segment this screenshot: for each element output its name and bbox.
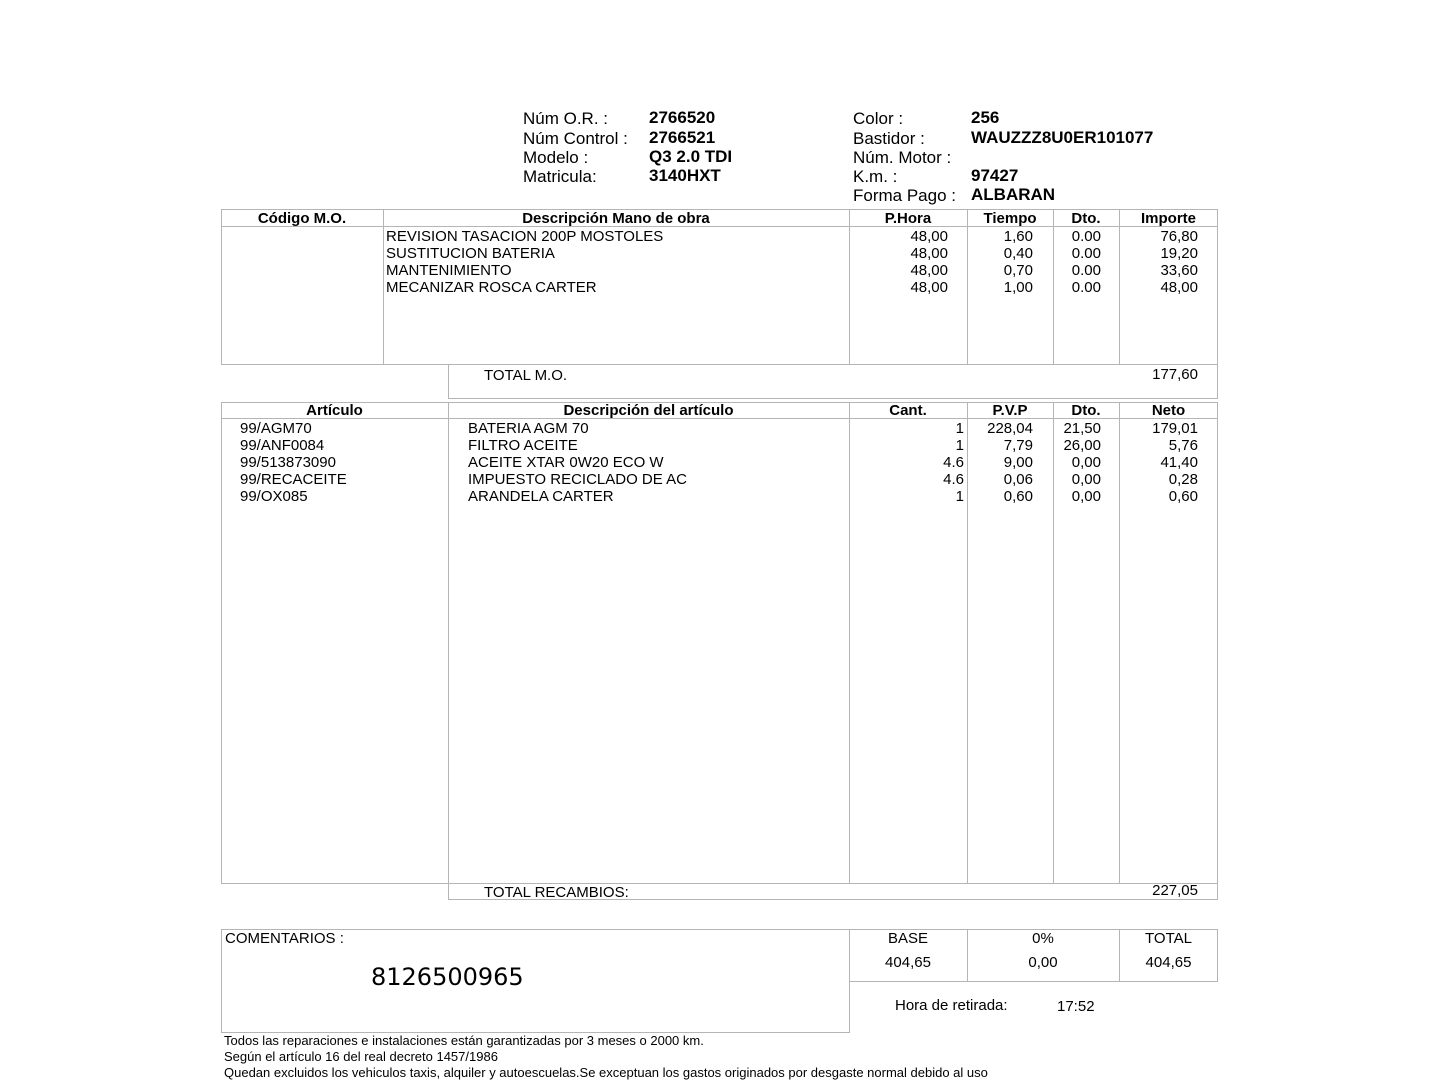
part-pvp: 7,79 [1003,437,1033,454]
labor-discount: 0.00 [1071,245,1101,262]
part-qty: 4.6 [943,471,964,488]
payment-label: Forma Pago : [853,186,956,205]
part-net: 5,76 [1168,437,1198,454]
part-desc: IMPUESTO RECICLADO DE AC [468,471,687,488]
comments-value: 8126500965 [371,963,524,991]
labor-time: 1,60 [1003,228,1033,245]
labor-amount: 19,20 [1160,245,1198,262]
part-code: 99/AGM70 [240,420,312,437]
labor-amount: 33,60 [1160,262,1198,279]
labor-col-divider [383,209,384,365]
footer-line: Todos las reparaciones e instalaciones están garantizadas por 3 meses o 2000 km. [224,1033,704,1048]
labor-time: 1,00 [1003,279,1033,296]
labor-desc: SUSTITUCION BATERIA [386,245,555,262]
tax-label: 0% [1032,930,1054,947]
labor-time: 0,70 [1003,262,1033,279]
labor-amount: 48,00 [1160,279,1198,296]
part-pvp: 228,04 [987,420,1033,437]
base-value: 404,65 [885,954,931,971]
control-number-value: 2766521 [649,128,716,147]
labor-discount: 0.00 [1071,262,1101,279]
part-discount: 0,00 [1071,454,1101,471]
part-discount: 0,00 [1071,471,1101,488]
labor-header-discount: Dto. [1071,210,1101,227]
parts-total-value: 227,05 [1152,882,1198,899]
labor-header-time: Tiempo [983,210,1037,227]
parts-header-code: Artículo [306,402,363,419]
part-discount: 26,00 [1063,437,1101,454]
part-net: 179,01 [1152,420,1198,437]
pickup-label: Hora de retirada: [895,997,1008,1014]
part-code: 99/513873090 [240,454,336,471]
part-pvp: 0,60 [1003,488,1033,505]
parts-header-desc: Descripción del artículo [563,402,734,419]
part-pvp: 9,00 [1003,454,1033,471]
parts-header-qty: Cant. [889,402,927,419]
labor-header-rate: P.Hora [884,210,932,227]
control-number-label: Núm Control : [523,129,628,148]
labor-discount: 0.00 [1071,279,1101,296]
pickup-value: 17:52 [1057,998,1095,1015]
parts-total-label: TOTAL RECAMBIOS: [484,884,629,901]
chassis-value: WAUZZZ8U0ER101077 [971,128,1154,147]
part-pvp: 0,06 [1003,471,1033,488]
labor-desc: MECANIZAR ROSCA CARTER [386,279,597,296]
parts-header-pvp: P.V.P [992,402,1028,419]
footer-line: Según el artículo 16 del real decreto 1457/1986 [224,1049,498,1064]
part-qty: 4.6 [943,454,964,471]
chassis-label: Bastidor : [853,129,925,148]
part-desc: ACEITE XTAR 0W20 ECO W [468,454,664,471]
part-net: 41,40 [1160,454,1198,471]
base-label: BASE [887,930,929,947]
labor-desc: REVISION TASACION 200P MOSTOLES [386,228,664,245]
part-code: 99/OX085 [240,488,308,505]
total-value: 404,65 [1145,954,1192,971]
km-value: 97427 [971,166,1019,185]
or-number-label: Núm O.R. : [523,109,609,128]
labor-header-amount: Importe [1140,210,1196,227]
parts-header-discount: Dto. [1071,402,1101,419]
labor-rate: 48,00 [910,279,948,296]
labor-amount: 76,80 [1160,228,1198,245]
part-net: 0,28 [1168,471,1198,488]
labor-header-code: Código M.O. [257,210,347,227]
parts-header-net: Neto [1151,402,1186,419]
total-label: TOTAL [1145,930,1192,947]
labor-header-desc: Descripción Mano de obra [522,210,710,227]
part-desc: ARANDELA CARTER [468,488,614,505]
plate-value: 3140HXT [649,166,721,185]
color-value: 256 [971,108,1000,127]
part-desc: FILTRO ACEITE [468,437,578,454]
model-value: Q3 2.0 TDI [649,147,733,166]
labor-total-label: TOTAL M.O. [484,367,568,384]
model-label: Modelo : [523,148,589,167]
part-qty: 1 [955,437,964,454]
labor-rate: 48,00 [910,262,948,279]
footer-line: Quedan excluidos los vehiculos taxis, alquiler y autoescuelas.Se exceptuan los gastos originados por desgaste normal debido al uso [224,1065,988,1080]
parts-col-divider [448,402,449,884]
color-label: Color : [853,109,904,128]
part-discount: 0,00 [1071,488,1101,505]
part-code: 99/ANF0084 [240,437,325,454]
plate-label: Matricula: [523,167,597,186]
labor-discount: 0.00 [1071,228,1101,245]
part-discount: 21,50 [1063,420,1101,437]
labor-total-value: 177,60 [1152,366,1198,383]
labor-rate: 48,00 [910,228,948,245]
labor-time: 0,40 [1003,245,1033,262]
part-desc: BATERIA AGM 70 [468,420,589,437]
labor-desc: MANTENIMIENTO [386,262,512,279]
part-qty: 1 [955,420,964,437]
engine-label: Núm. Motor : [853,148,952,167]
payment-value: ALBARAN [971,185,1056,204]
km-label: K.m. : [853,167,898,186]
part-qty: 1 [955,488,964,505]
tax-value: 0,00 [1028,954,1058,971]
comments-label: COMENTARIOS : [225,930,344,947]
part-net: 0,60 [1168,488,1198,505]
part-code: 99/RECACEITE [240,471,347,488]
labor-rate: 48,00 [910,245,948,262]
or-number-value: 2766520 [649,108,716,127]
